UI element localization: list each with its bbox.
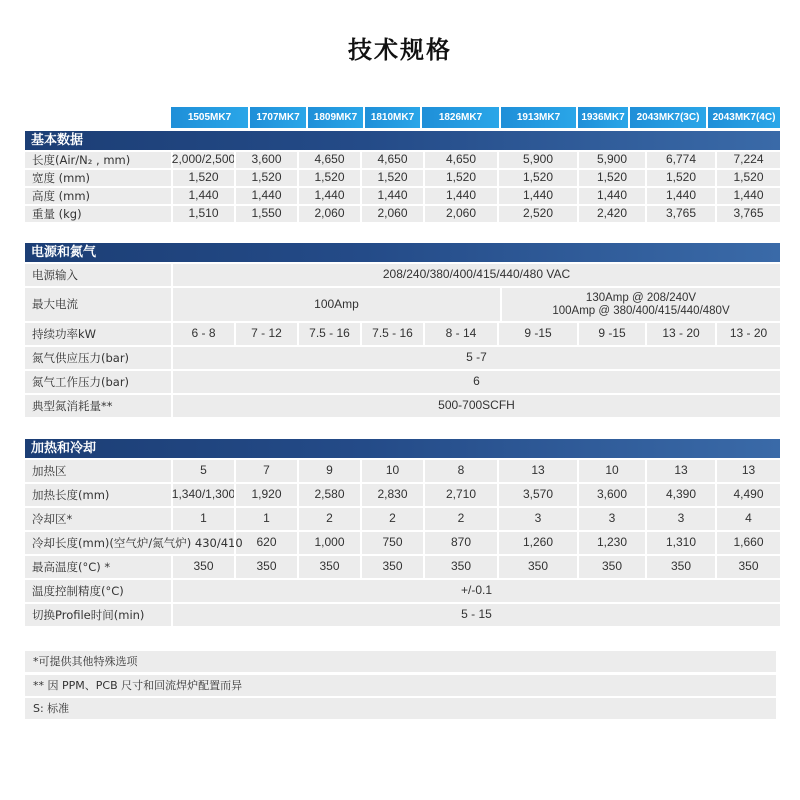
cool-zones-row [25, 508, 780, 530]
row-label: 冷却长度(mm)(空气炉/氮气炉) 430/410 [32, 535, 243, 550]
max-current-value-b [500, 288, 780, 321]
row-label: 典型氮消耗量** [32, 398, 113, 413]
table-cell: 10 [360, 460, 423, 482]
basic-data-row [25, 170, 780, 186]
table-cell: 2,520 [497, 206, 577, 222]
table-cell: 1,550 [234, 206, 297, 222]
row-label: 高度 (mm) [32, 188, 91, 203]
table-cell: 7.5 - 16 [297, 323, 360, 345]
model-header-cell: 1913MK7 [501, 107, 576, 128]
table-cell: 1,440 [171, 188, 234, 204]
row-label: 宽度 (mm) [32, 170, 91, 185]
table-cell: 2 [360, 508, 423, 530]
table-cell: 3 [497, 508, 577, 530]
table-cell: 1,520 [645, 170, 715, 186]
model-header-cell: 1936MK7 [578, 107, 628, 128]
basic-data-row [25, 188, 780, 204]
table-cell: 1,310 [645, 532, 715, 554]
table-cell: 620 [234, 532, 297, 554]
table-cell: 13 - 20 [715, 323, 780, 345]
table-cell: 2,060 [297, 206, 360, 222]
model-header-cell: 1707MK7 [250, 107, 306, 128]
max-current-value-b-line2: 100Amp @ 380/400/415/440/480V [552, 304, 730, 317]
power-input-value: 208/240/380/400/415/440/480 VAC [171, 264, 780, 286]
table-cell: 2,000/2,500 [171, 152, 236, 167]
table-cell: 1,440 [234, 188, 297, 204]
section-header-power: 电源和氮气 [25, 243, 780, 262]
row-label: 长度(Air/N₂ , mm) [32, 152, 131, 167]
table-cell: 1,520 [234, 170, 297, 186]
table-cell: 7 - 12 [234, 323, 297, 345]
heating-cooling-section [25, 439, 780, 626]
table-cell: 1,440 [715, 188, 780, 204]
table-cell: 2 [297, 508, 360, 530]
table-cell: 1,520 [171, 170, 234, 186]
table-cell: 350 [497, 556, 577, 578]
table-cell: 2 [423, 508, 497, 530]
page-title: 技术规格 [348, 36, 452, 64]
table-cell: 1,920 [234, 484, 297, 506]
row-label: 切换Profile时间(min) [32, 607, 145, 622]
table-cell: 4,390 [645, 484, 715, 506]
power-kw-row [25, 323, 780, 345]
table-cell: 350 [715, 556, 780, 578]
table-cell: 750 [360, 532, 423, 554]
model-header-cell: 1826MK7 [422, 107, 499, 128]
model-header-cell: 2043MK7(4C) [708, 107, 780, 128]
table-cell: 1,440 [577, 188, 645, 204]
row-label: 最高温度(°C) * [32, 559, 111, 574]
table-cell: 2,060 [423, 206, 497, 222]
n2-supply-value: 5 -7 [171, 347, 780, 369]
model-header-row [0, 107, 800, 128]
table-cell: 1,260 [497, 532, 577, 554]
n2-work-row [25, 371, 780, 393]
table-cell: 4,650 [297, 152, 360, 168]
table-cell: 10 [577, 460, 645, 482]
table-cell: 8 [423, 460, 497, 482]
table-cell: 7.5 - 16 [360, 323, 423, 345]
table-cell: 350 [577, 556, 645, 578]
table-cell: 350 [171, 556, 234, 578]
temp-precision-value: +/-0.1 [171, 580, 780, 602]
table-cell: 1,440 [497, 188, 577, 204]
table-cell: 4,490 [715, 484, 780, 506]
n2-consume-row [25, 395, 780, 417]
table-cell: 2,580 [297, 484, 360, 506]
table-cell: 870 [423, 532, 497, 554]
profile-switch-value: 5 - 15 [171, 604, 780, 626]
table-cell: 1 [234, 508, 297, 530]
table-cell: 1,520 [360, 170, 423, 186]
heat-zones-row [25, 460, 780, 482]
table-cell: 1,520 [497, 170, 577, 186]
row-label: 最大电流 [32, 297, 78, 312]
power-input-row [25, 264, 780, 286]
max-current-row [25, 288, 780, 321]
table-cell: 4 [715, 508, 780, 530]
row-label: 重量 (kg) [32, 206, 82, 221]
table-cell: 1,230 [577, 532, 645, 554]
table-cell: 1,440 [645, 188, 715, 204]
n2-work-value: 6 [171, 371, 780, 393]
row-label: 电源输入 [32, 267, 78, 282]
table-cell: 13 - 20 [645, 323, 715, 345]
row-label: 温度控制精度(°C) [32, 583, 124, 598]
table-cell: 4,650 [423, 152, 497, 168]
table-cell: 5,900 [497, 152, 577, 168]
table-cell: 8 - 14 [423, 323, 497, 345]
table-cell: 9 [297, 460, 360, 482]
table-cell: 350 [234, 556, 297, 578]
table-cell: 350 [423, 556, 497, 578]
power-nitrogen-section [25, 243, 780, 417]
temp-precision-row [25, 580, 780, 602]
footnote-nitrogen: ** 因 PPM、PCB 尺寸和回流焊炉配置而异 [25, 675, 776, 696]
table-cell: 1 [171, 508, 234, 530]
table-cell: 1,520 [715, 170, 780, 186]
table-cell: 9 -15 [577, 323, 645, 345]
basic-data-section [25, 131, 780, 222]
table-cell: 1,000 [297, 532, 360, 554]
table-cell: 350 [297, 556, 360, 578]
heat-length-row [25, 484, 780, 506]
n2-consume-value: 500-700SCFH [171, 395, 780, 417]
model-header-cell: 2043MK7(3C) [630, 107, 706, 128]
table-cell: 3,570 [497, 484, 577, 506]
table-cell: 13 [715, 460, 780, 482]
table-cell: 1,440 [360, 188, 423, 204]
row-label: 持续功率kW [32, 326, 97, 341]
table-cell: 5 [171, 460, 234, 482]
model-header-cell: 1505MK7 [171, 107, 248, 128]
table-cell: 2,710 [423, 484, 497, 506]
table-cell: 3,600 [234, 152, 297, 168]
table-cell: 350 [360, 556, 423, 578]
table-cell: 1,340/1,300 [171, 484, 234, 506]
row-label: 冷却区* [32, 511, 73, 526]
table-cell: 350 [645, 556, 715, 578]
table-cell: 9 -15 [497, 323, 577, 345]
n2-supply-row [25, 347, 780, 369]
row-label: 氮气供应压力(bar) [32, 350, 130, 365]
basic-data-row [25, 152, 780, 168]
table-cell: 13 [645, 460, 715, 482]
max-temp-row [25, 556, 780, 578]
table-cell: 2,060 [360, 206, 423, 222]
table-cell: 3,600 [577, 484, 645, 506]
table-cell: 7,224 [715, 152, 780, 168]
basic-data-row [25, 206, 780, 222]
section-header-basic: 基本数据 [25, 131, 780, 150]
footnote-standard: S: 标准 [25, 698, 776, 719]
row-label: 加热区 [32, 463, 67, 478]
row-label: 加热长度(mm) [32, 487, 110, 502]
table-cell: 6 - 8 [171, 323, 234, 345]
table-cell: 2,420 [577, 206, 645, 222]
table-cell: 6,774 [645, 152, 715, 168]
table-cell: 3,765 [715, 206, 780, 222]
table-cell: 7 [234, 460, 297, 482]
table-cell: 1,510 [171, 206, 234, 222]
table-cell: 13 [497, 460, 577, 482]
table-cell: 1,520 [577, 170, 645, 186]
table-cell: 3 [577, 508, 645, 530]
footnote-special-options: *可提供其他特殊选项 [25, 651, 776, 672]
table-cell: 1,520 [423, 170, 497, 186]
table-cell: 1,520 [297, 170, 360, 186]
cool-length-row [25, 532, 780, 554]
table-cell: 3 [645, 508, 715, 530]
table-cell: 2,830 [360, 484, 423, 506]
section-header-heat: 加热和冷却 [25, 439, 780, 458]
row-label: 氮气工作压力(bar) [32, 374, 130, 389]
table-cell: 3,765 [645, 206, 715, 222]
table-cell: 1,440 [423, 188, 497, 204]
model-header-cell: 1810MK7 [365, 107, 420, 128]
table-cell: 5,900 [577, 152, 645, 168]
model-header-cell: 1809MK7 [308, 107, 363, 128]
table-cell: 1,440 [297, 188, 360, 204]
table-cell: 1,660 [715, 532, 780, 554]
max-current-value-b-line1: 130Amp @ 208/240V [585, 291, 697, 304]
table-cell: 4,650 [360, 152, 423, 168]
profile-switch-row [25, 604, 780, 626]
max-current-value-a: 100Amp [171, 288, 500, 321]
